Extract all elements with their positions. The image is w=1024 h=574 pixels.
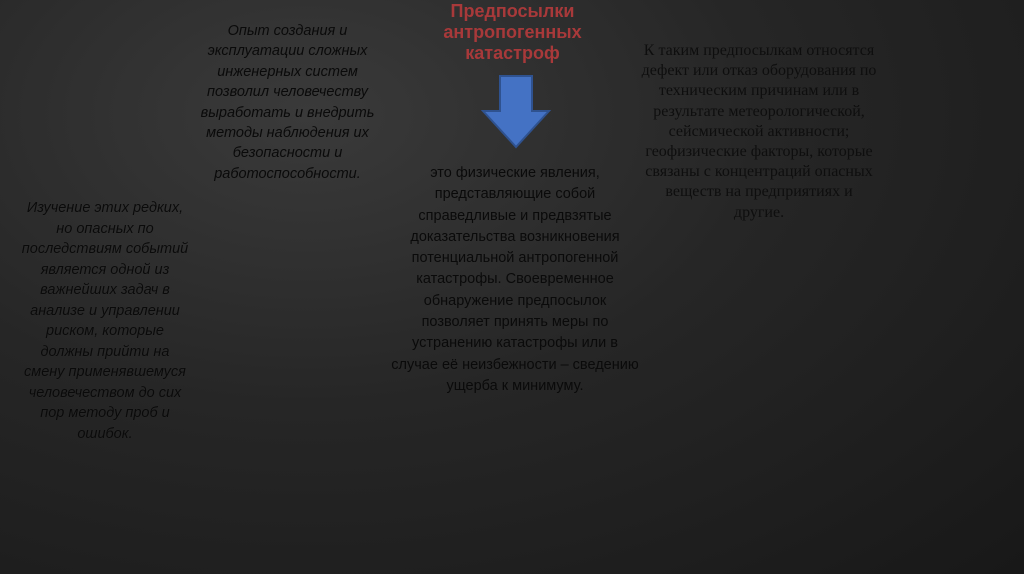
arrow-down-icon [481, 75, 551, 149]
slide-title: Предпосылки антропогенных катастроф [443, 1, 582, 63]
top-left-text: Опыт создания и эксплуатации сложных инженерных систем позволил человечеству выработать и внедрить методы наблюдения их безопасности и работоспособности. [200, 23, 375, 182]
center-text: это физические явления, представляющие собой справедливые и предвзятые доказательства возникновения потенциальной антропогенной катастрофы. Своевременное обнаружение предпосылок позволяет принять меры по устранению катастрофы или в случае её неизбежности – сведению ущерба к минимуму. [391, 165, 639, 394]
right-text: К таким предпосылкам относятся дефект или отказ оборудования по техническим причинам или в результате метеорологической, сейсмической активности; геофизические факторы, которые связаны с концентраций опасных веществ на предприятиях и другие. [641, 42, 877, 221]
left-text: Изучение этих редких, но опасных по последствиям событий является одной из важнейших задач в анализе и управлении риском, которые должны прийти на смену применявшемуся человечеством до сих пор методу проб и ошибок. [21, 200, 189, 442]
